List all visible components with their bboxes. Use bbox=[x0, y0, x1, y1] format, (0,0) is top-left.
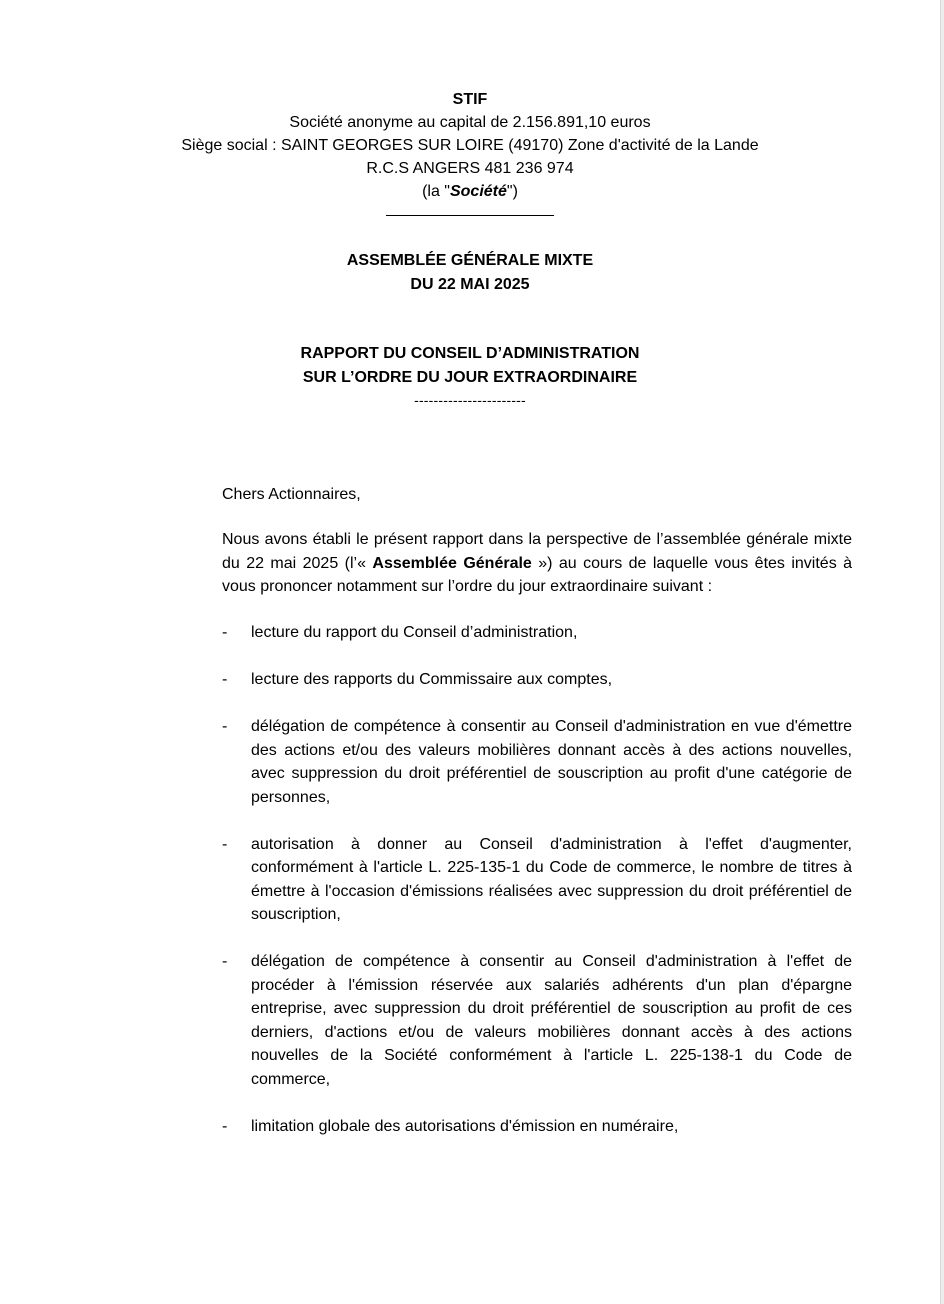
defined-term-prefix: (la " bbox=[422, 183, 450, 200]
defined-term-societe: Société bbox=[449, 183, 507, 200]
agenda-bullet: - bbox=[222, 671, 228, 688]
defined-term-suffix: ") bbox=[506, 183, 518, 200]
agenda-item-text: autorisation à donner au Conseil d'administration à l'effet d'augmenter, conformément à l'article L. 225-135-1 du Code de commerce, le nombre de titres à émettre à l'occasion d'émissions réalisées avec suppression du droit préférentiel de souscription, bbox=[251, 835, 852, 923]
report-title bbox=[0, 342, 940, 410]
agenda-bullet: - bbox=[222, 624, 228, 641]
company-registered-office: Siège social : SAINT GEORGES SUR LOIRE (49170) Zone d'activité de la Lande bbox=[181, 137, 759, 154]
intro-defined-term: Assemblée Générale bbox=[372, 554, 532, 572]
agenda-bullet: - bbox=[222, 718, 228, 735]
agenda-item-text: lecture des rapports du Commissaire aux comptes, bbox=[251, 671, 613, 688]
company-name: STIF bbox=[452, 91, 488, 108]
assembly-title-line2: DU 22 MAI 2025 bbox=[410, 276, 530, 293]
agenda-item bbox=[222, 1115, 852, 1139]
header-separator-line bbox=[386, 203, 554, 216]
intro-text-end: ») au cours de laquelle vous êtes invités à vous prononcer notamment sur l’ordre du jour extraordinaire suivant : bbox=[222, 554, 853, 595]
agenda-item bbox=[222, 621, 852, 645]
company-defined-term bbox=[0, 180, 940, 203]
company-capital: Société anonyme au capital de 2.156.891,10 euros bbox=[289, 114, 651, 131]
agenda-list bbox=[222, 621, 852, 1162]
company-header bbox=[0, 88, 940, 216]
agenda-item-text: lecture du rapport du Conseil d’administration, bbox=[251, 624, 578, 641]
salutation: Chers Actionnaires, bbox=[222, 486, 361, 503]
agenda-item-text: délégation de compétence à consentir au Conseil d'administration en vue d'émettre des actions et/ou des valeurs mobilières donnant accès à des actions nouvelles, avec suppression du droit préférentiel de souscription au profit d'une catégorie de personnes, bbox=[251, 718, 852, 806]
agenda-item-text: délégation de compétence à consentir au Conseil d'administration à l'effet de procéder à l'émission réservée aux salariés adhérents d'un plan d'épargne entreprise, avec suppression du droit préférentiel de souscription au profit de ces derniers, d'actions et/ou de valeurs mobilières donnant accès à des actions nouvelles de la Société conformément à l'article L. 225-138-1 du Code de commerce, bbox=[251, 953, 852, 1088]
assembly-title-line1: ASSEMBLÉE GÉNÉRALE MIXTE bbox=[346, 252, 594, 269]
report-title-dashes: ----------------------- bbox=[414, 392, 526, 408]
intro-text-start: Nous avons établi le présent rapport dans la perspective de l’assemblée générale mixte du 22 mai 2025 (l’« bbox=[222, 531, 852, 572]
agenda-bullet: - bbox=[222, 953, 228, 970]
agenda-item-text: limitation globale des autorisations d'émission en numéraire, bbox=[251, 1117, 679, 1135]
report-title-line2: SUR L’ORDRE DU JOUR EXTRAORDINAIRE bbox=[302, 369, 638, 386]
agenda-item bbox=[222, 668, 852, 692]
agenda-item bbox=[222, 833, 852, 927]
agenda-bullet: - bbox=[222, 1117, 228, 1135]
assembly-title bbox=[0, 249, 940, 297]
agenda-item bbox=[222, 950, 852, 1091]
agenda-bullet: - bbox=[222, 835, 228, 853]
company-rcs: R.C.S ANGERS 481 236 974 bbox=[366, 160, 574, 177]
agenda-item bbox=[222, 715, 852, 809]
intro-paragraph bbox=[222, 528, 852, 599]
report-title-line1: RAPPORT DU CONSEIL D’ADMINISTRATION bbox=[300, 345, 640, 362]
